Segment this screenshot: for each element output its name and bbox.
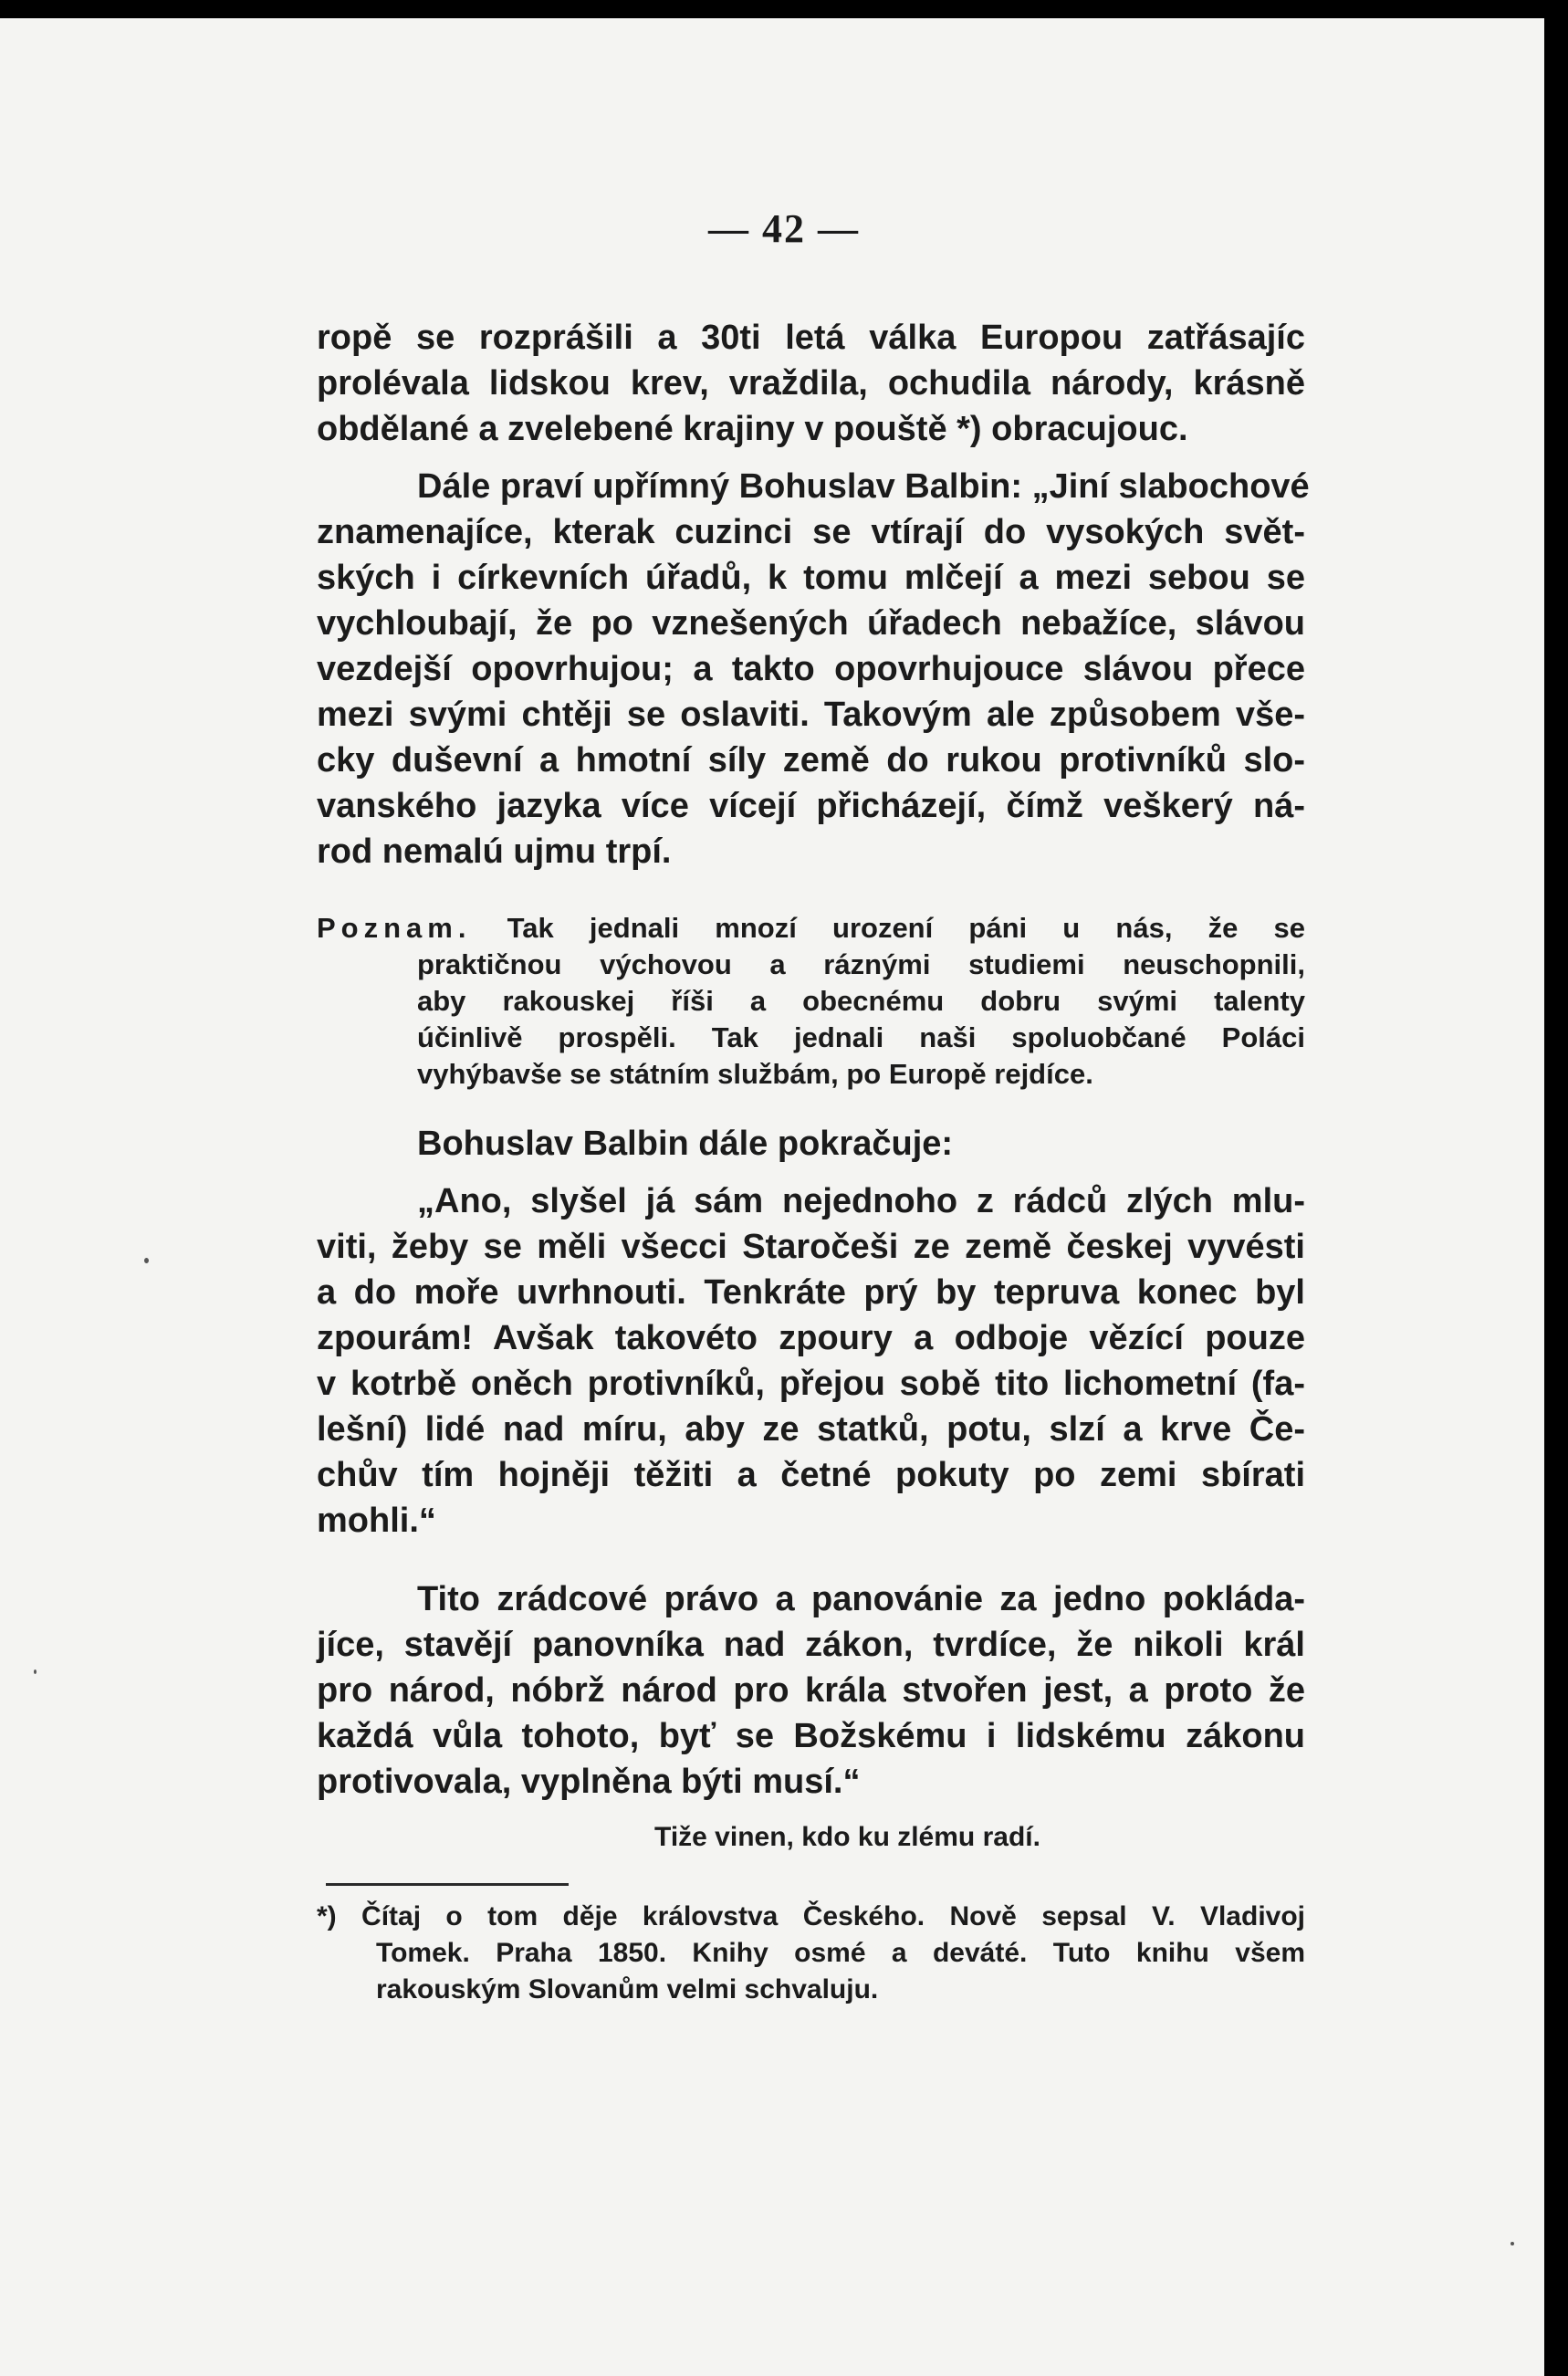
text-line: jíce, stavějí panovníka nad zákon, tvrdíce, že nikoli král <box>317 1626 1305 1664</box>
note-first-line <box>317 910 1305 947</box>
note-block <box>317 910 1305 1093</box>
note-first-text: Tak jednali mnozí urození páni u nás, že se <box>507 912 1305 944</box>
note-label: Poznam. <box>317 912 472 944</box>
text-line: ropě se rozprášili a 30ti letá válka Europou zatřásajíc <box>317 319 1305 357</box>
footnote-line: Tomek. Praha 1850. Knihy osmé a deváté. Tuto knihu všem <box>376 1938 1305 1968</box>
text-line: zpourám! Avšak takovéto zpoury a odboje vězící pouze <box>317 1319 1305 1357</box>
text-line: Tito zrádcové právo a panovánie za jedno pokláda- <box>417 1580 1305 1618</box>
scan-speck <box>144 1258 149 1263</box>
text-line: prolévala lidskou krev, vraždila, ochudila národy, krásně <box>317 364 1305 403</box>
note-line: účinlivě prospěli. Tak jednali naši spoluobčané Poláci <box>417 1021 1305 1053</box>
text-line: viti, žeby se měli všecci Staročeši ze země českej vyvésti <box>317 1228 1305 1266</box>
footnote-line: rakouským Slovanům velmi schvaluju. <box>376 1974 879 2004</box>
text-line: lešní) lidé nad míru, aby ze statků, potu, slzí a krve Če- <box>317 1410 1305 1449</box>
paragraph-intro-quote <box>317 1121 1305 1167</box>
footnote-line: *) Čítaj o tom děje královstva Českého. Nově sepsal V. Vladivoj <box>317 1901 1305 1931</box>
text-line: „Ano, slyšel já sám nejednoho z rádců zlých mlu- <box>417 1182 1305 1220</box>
text-line: znamenajíce, kterak cuzinci se vtírají do vysokých svět- <box>317 513 1305 551</box>
paragraph-balbin-first <box>317 464 1310 874</box>
text-line: každá vůla tohoto, byť se Božskému i lidskému zákonu <box>317 1717 1305 1755</box>
text-line: ských i církevních úřadů, k tomu mlčejí a mezi sebou se <box>317 559 1305 597</box>
text-line: protivovala, vyplněna býti musí.“ <box>317 1763 861 1801</box>
scan-speck <box>1511 2242 1514 2245</box>
text-line: cky duševní a hmotní síly země do rukou protivníků slo- <box>317 741 1305 780</box>
note-line: praktičnou výchovou a ráznými studiemi neuschopnili, <box>417 948 1305 980</box>
page-number: — 42 — <box>708 206 860 251</box>
note-line: aby rakouskej říši a obecnému dobru svými talenty <box>417 985 1305 1017</box>
text-line: vychloubají, že po vznešených úřadech nebažíce, slávou <box>317 604 1305 643</box>
text-line: vezdejší opovrhujou; a takto opovrhujouce slávou přece <box>317 650 1305 688</box>
text-line: chův tím hojněji těžiti a četné pokuty po zemi sbírati <box>317 1456 1305 1494</box>
text-line: Bohuslav Balbin dále pokračuje: <box>417 1125 954 1163</box>
footnote-rule <box>326 1883 569 1886</box>
text-line: obdělané a zvelebené krajiny v pouště *) obracujouc. <box>317 410 1188 448</box>
text-line: rod nemalú ujmu trpí. <box>317 832 672 871</box>
text-line: mezi svými chtěji se oslaviti. Takovým ale způsobem vše- <box>317 696 1305 734</box>
footnote <box>317 1899 1305 2008</box>
paragraph-continuation <box>317 315 1305 452</box>
note-line: vyhýbavše se státním službám, po Europě rejdíce. <box>417 1058 1093 1090</box>
scan-speck <box>34 1669 37 1674</box>
text-line: Dále praví upřímný Bohuslav Balbin: „Jiní slabochové <box>417 467 1310 506</box>
text-line: v kotrbě oněch protivníků, přejou sobě tito lichometní (fa- <box>317 1365 1305 1403</box>
text-line: a do moře uvrhnouti. Tenkráte prý by tepruva konec byl <box>317 1273 1305 1312</box>
motto: Tiže vinen, kdo ku zlému radí. <box>654 1822 1040 1852</box>
text-line: pro národ, nóbrž národ pro krála stvořen jest, a proto že <box>317 1671 1305 1710</box>
text-line: mohli.“ <box>317 1502 436 1540</box>
paragraph-traitors <box>317 1576 1305 1805</box>
quote-block <box>317 1178 1305 1544</box>
text-line: vanského jazyka více vícejí přicházejí, čímž veškerý ná- <box>317 787 1305 825</box>
